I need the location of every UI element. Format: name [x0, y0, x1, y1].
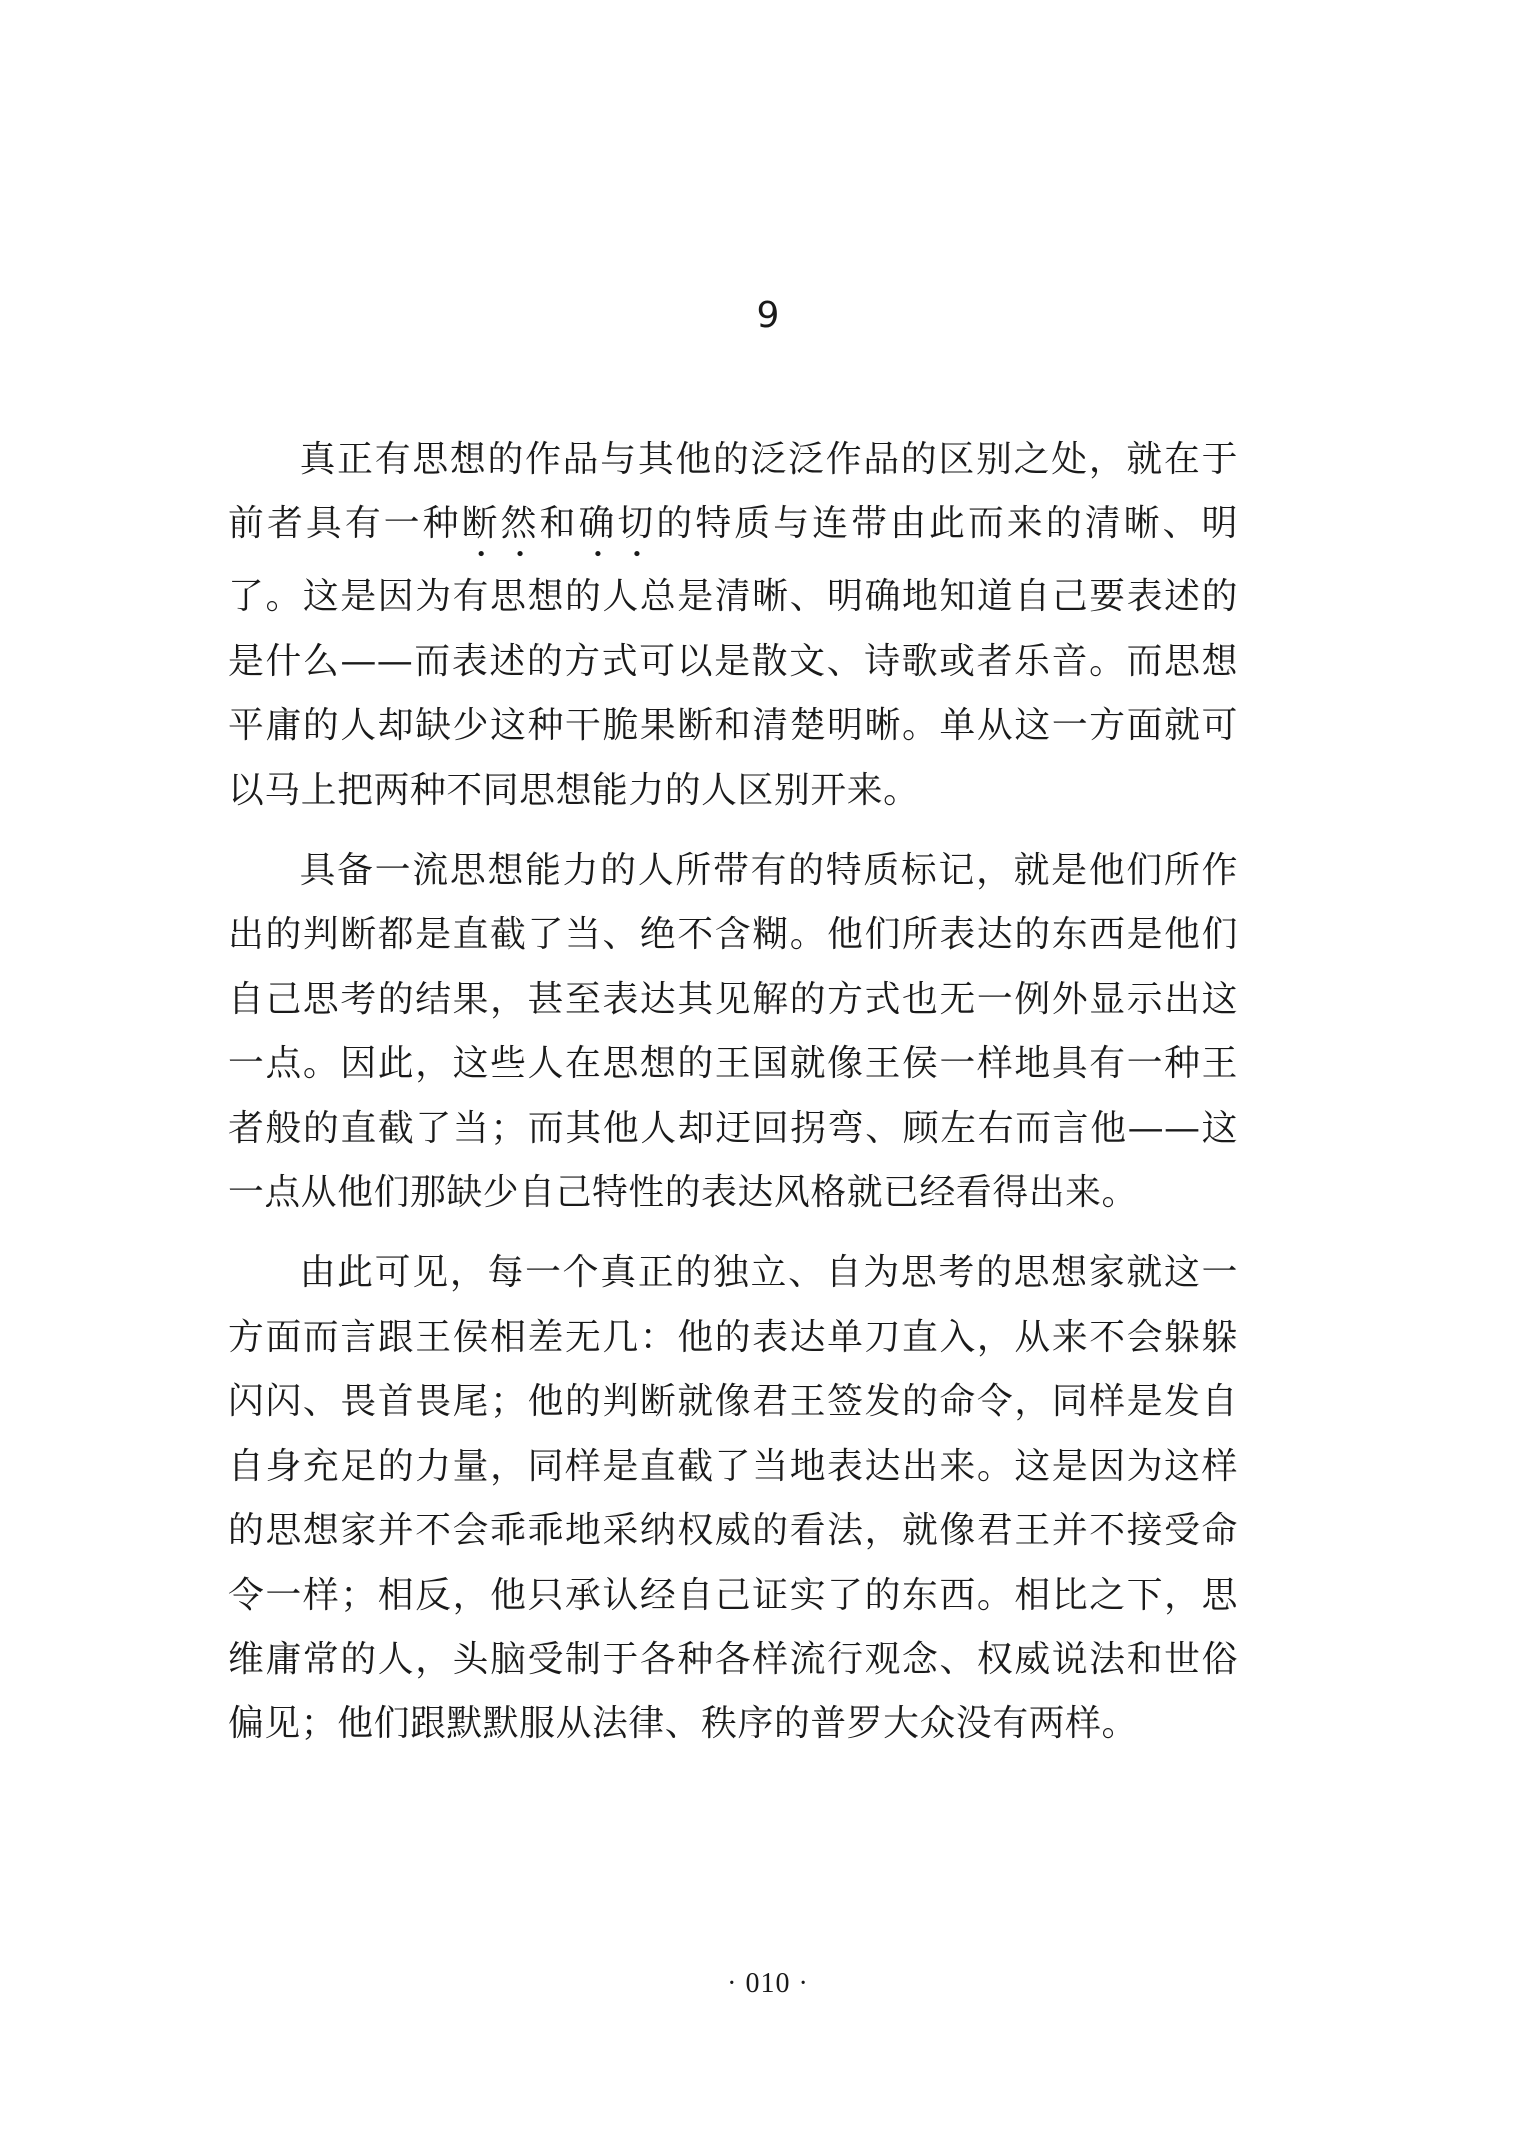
paragraph-2: 具备一流思想能力的人所带有的特质标记，就是他们所作出的判断都是直截了当、绝不含糊。他们所表达的东西是他们自己思考的结果，甚至表达其见解的方式也无一例外显示出这一点。因此，这些人在思想的王国就像王侯一样地具有一种王者般的直截了当；而其他人却迂回拐弯、顾左右而言他——这一点从他们那缺少自己特性的表达风格就已经看得出来。	[228, 850, 1238, 1214]
emphasis-word-duanran: 断然	[461, 503, 540, 545]
page-number: · 010 ·	[727, 1968, 809, 1999]
paragraph-1-text-b: 和	[539, 503, 579, 545]
body-text	[228, 428, 1238, 1757]
paragraph-1	[228, 428, 1238, 823]
paragraph-1-text-c: 的特质与连带由此而来的清晰、明了。这是因为有思想的人总是清晰、明确地知道自己要表述的是什么——而表述的方式可以是散文、诗歌或者乐音。而思想平庸的人却缺少这种干脆果断和清楚明晰。单从这一方面就可以马上把两种不同思想能力的人区别开来。	[228, 503, 1239, 811]
section-number: 9	[756, 295, 780, 336]
emphasis-word-queqie: 确切	[578, 503, 657, 545]
paragraph-3: 由此可见，每一个真正的独立、自为思考的思想家就这一方面而言跟王侯相差无几：他的表达单刀直入，从来不会躲躲闪闪、畏首畏尾；他的判断就像君王签发的命令，同样是发自自身充足的力量，同样是直截了当地表达出来。这是因为这样的思想家并不会乖乖地采纳权威的看法，就像君王并不接受命令一样；相反，他只承认经自己证实了的东西。相比之下，思维庸常的人，头脑受制于各种各样流行观念、权威说法和世俗偏见；他们跟默默服从法律、秩序的普罗大众没有两样。	[228, 1252, 1238, 1745]
paragraph-1-text-a: 真正有思想的作品与其他的泛泛作品的区别之处，就在于前者具有一种	[228, 439, 1238, 545]
